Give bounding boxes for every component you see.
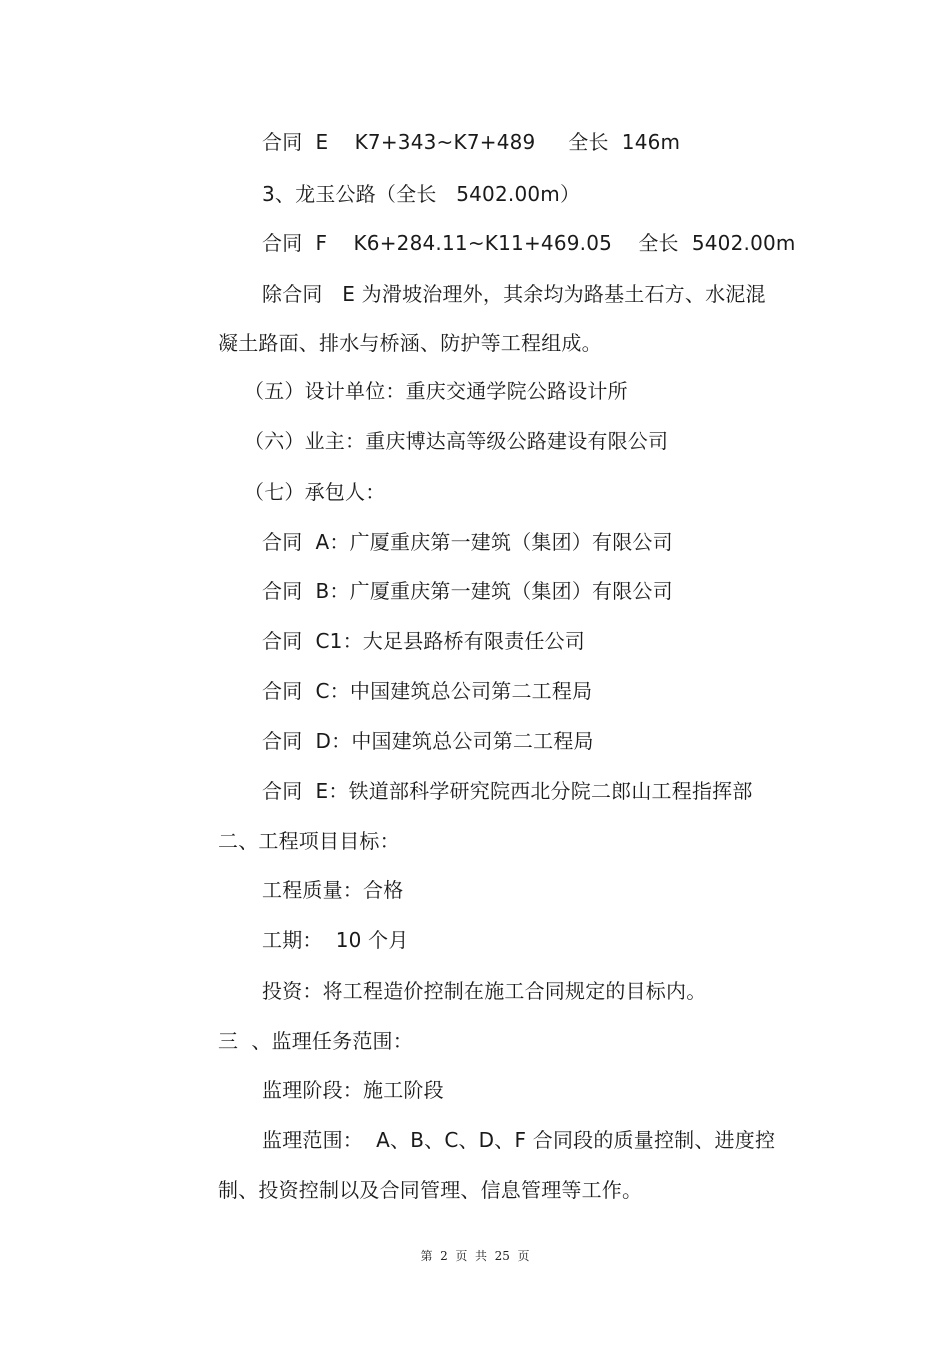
owner-line: （六）业主：重庆博达高等级公路建设有限公司 [244,429,669,453]
contractor-e-line: 合同 E：铁道部科学研究院西北分院二郎山工程指挥部 [262,779,753,803]
investment-goal-line: 投资：将工程造价控制在施工合同规定的目标内。 [262,979,707,1003]
longyu-road-heading: 3、龙玉公路（全长 5402.00m） [262,182,581,206]
contract-f-line: 合同 F K6+284.11~K11+469.05 全长 5402.00m [262,231,796,255]
supervision-stage-line: 监理阶段：施工阶段 [262,1078,444,1102]
design-unit-line: （五）设计单位：重庆交通学院公路设计所 [244,379,628,403]
scope-paragraph-line-1: 除合同 E 为滑坡治理外，其余均为路基土石方、水泥混 [262,282,766,306]
page-footer: 第 2 页 共 25 页 [420,1249,530,1263]
contractor-c1-line: 合同 C1：大足县路桥有限责任公司 [262,629,586,653]
contract-e-line: 合同 E K7+343~K7+489 全长 146m [262,130,681,154]
contractor-heading: （七）承包人： [244,480,386,504]
contractor-d-line: 合同 D：中国建筑总公司第二工程局 [262,729,594,753]
contractor-b-line: 合同 B：广厦重庆第一建筑（集团）有限公司 [262,579,673,603]
contractor-c-line: 合同 C：中国建筑总公司第二工程局 [262,679,593,703]
project-goals-heading: 二、工程项目目标： [218,829,400,853]
duration-goal-line: 工期： 10 个月 [262,928,409,952]
supervision-range-line-2: 制、投资控制以及合同管理、信息管理等工作。 [218,1178,643,1202]
supervision-range-line-1: 监理范围： A、B、C、D、F 合同段的质量控制、进度控 [262,1128,776,1152]
contractor-a-line: 合同 A：广厦重庆第一建筑（集团）有限公司 [262,530,673,554]
quality-goal-line: 工程质量：合格 [262,878,404,902]
supervision-scope-heading: 三 、监理任务范围： [218,1029,413,1053]
scope-paragraph-line-2: 凝土路面、排水与桥涵、防护等工程组成。 [218,331,602,355]
